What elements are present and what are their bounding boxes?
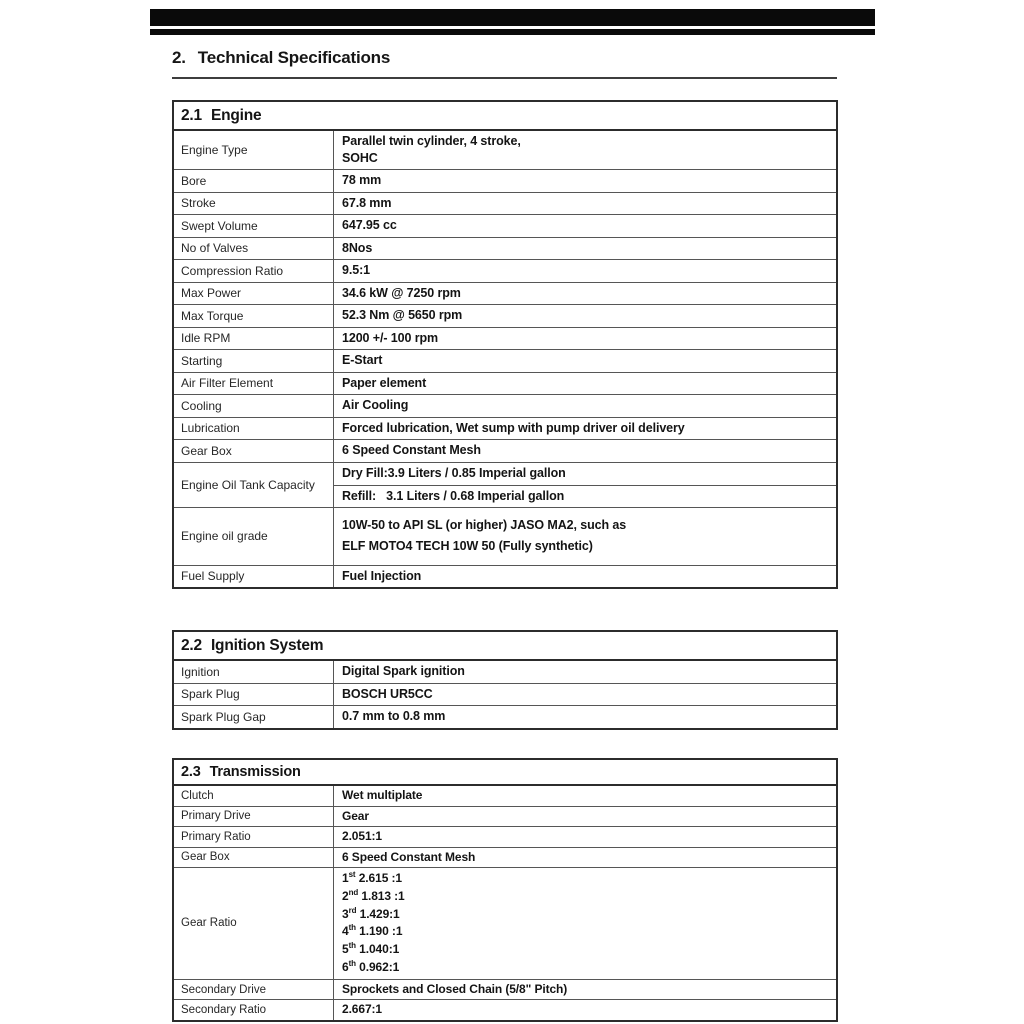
row-value bbox=[334, 980, 836, 1000]
gear-ratio-line bbox=[342, 888, 830, 906]
table-row bbox=[174, 439, 836, 462]
row-value bbox=[334, 131, 836, 169]
row-value bbox=[334, 260, 836, 282]
row-label: Engine Type bbox=[174, 131, 334, 169]
table-row bbox=[174, 259, 836, 282]
table-row bbox=[174, 565, 836, 588]
value-line: 6 Speed Constant Mesh bbox=[342, 849, 476, 864]
ordinal-base: 4 bbox=[342, 924, 349, 939]
value-line: E-Start bbox=[342, 353, 383, 368]
table-row bbox=[174, 372, 836, 395]
top-bar-thick bbox=[150, 9, 875, 26]
table-row bbox=[174, 806, 836, 827]
row-value bbox=[334, 661, 836, 683]
value-line: Dry Fill:3.9 Liters / 0.85 Imperial gallon bbox=[342, 466, 566, 480]
value-line: 10W-50 to API SL (or higher) JASO MA2, such as bbox=[342, 518, 627, 532]
value-line: Refill: 3.1 Liters / 0.68 Imperial gallon bbox=[342, 488, 565, 503]
gear-ratio-line bbox=[342, 959, 830, 977]
row-label: Swept Volume bbox=[174, 215, 334, 237]
section-title-text: Technical Specifications bbox=[197, 48, 391, 67]
ordinal-base: 5 bbox=[342, 942, 349, 957]
value-line: 9.5:1 bbox=[342, 263, 370, 278]
row-label: Primary Ratio bbox=[174, 827, 334, 847]
value-line: Forced lubrication, Wet sump with pump driver oil delivery bbox=[342, 420, 685, 435]
table-row bbox=[174, 214, 836, 237]
ordinal-suffix: st bbox=[348, 870, 356, 879]
ordinal-base: 3 bbox=[342, 906, 349, 921]
value-line: 2.667:1 bbox=[342, 1002, 382, 1017]
section-heading bbox=[172, 48, 837, 79]
row-label: Gear Box bbox=[174, 848, 334, 868]
gear-ratio-line bbox=[342, 870, 830, 888]
row-label: Cooling bbox=[174, 395, 334, 417]
table-title-text: Ignition System bbox=[210, 637, 324, 654]
ratio-value: 2.615 :1 bbox=[355, 871, 402, 885]
row-value bbox=[334, 684, 836, 706]
value-line: 78 mm bbox=[342, 173, 382, 188]
row-label: Spark Plug Gap bbox=[174, 706, 334, 728]
value-line: 647.95 cc bbox=[342, 218, 397, 233]
row-value-subrow bbox=[334, 485, 836, 507]
row-label: Starting bbox=[174, 350, 334, 372]
value-line: Sprockets and Closed Chain (5/8" Pitch) bbox=[342, 981, 568, 996]
value-line: 6 Speed Constant Mesh bbox=[342, 443, 481, 458]
table-title bbox=[174, 632, 836, 661]
value-line: 1200 +/- 100 rpm bbox=[342, 330, 439, 345]
table-row bbox=[174, 999, 836, 1020]
table-row bbox=[174, 826, 836, 847]
table-row bbox=[174, 417, 836, 440]
table-row bbox=[174, 349, 836, 372]
table-row bbox=[174, 786, 836, 806]
ratio-value: 1.040:1 bbox=[355, 942, 400, 957]
table-row bbox=[174, 169, 836, 192]
table-row bbox=[174, 979, 836, 1000]
table-row bbox=[174, 683, 836, 706]
spec-table-transmission bbox=[172, 758, 838, 1022]
value-line: 34.6 kW @ 7250 rpm bbox=[342, 285, 461, 300]
row-value bbox=[334, 418, 836, 440]
ordinal-suffix: rd bbox=[348, 905, 357, 915]
row-value bbox=[334, 868, 836, 979]
row-label: Clutch bbox=[174, 786, 334, 806]
value-line: Paper element bbox=[342, 375, 427, 390]
section-number: 2. bbox=[172, 48, 186, 67]
spec-table-engine bbox=[172, 100, 838, 589]
value-line: Gear bbox=[342, 808, 369, 823]
table-row bbox=[174, 661, 836, 683]
value-line: 0.7 mm to 0.8 mm bbox=[342, 709, 446, 724]
row-label: Bore bbox=[174, 170, 334, 192]
ordinal-base: 6 bbox=[342, 959, 349, 974]
row-value bbox=[334, 786, 836, 806]
value-line: 67.8 mm bbox=[342, 195, 392, 210]
table-row bbox=[174, 394, 836, 417]
row-label: Stroke bbox=[174, 193, 334, 215]
table-row bbox=[174, 131, 836, 169]
row-value bbox=[334, 566, 836, 588]
row-label: Lubrication bbox=[174, 418, 334, 440]
row-value bbox=[334, 463, 836, 507]
table-number: 2.3 bbox=[181, 764, 201, 780]
row-label: No of Valves bbox=[174, 238, 334, 260]
ratio-value: 0.962:1 bbox=[355, 959, 400, 974]
ratio-value: 1.429:1 bbox=[356, 906, 400, 921]
value-line: SOHC bbox=[342, 151, 378, 165]
value-line: 8Nos bbox=[342, 240, 373, 255]
table-row bbox=[174, 237, 836, 260]
value-line: Air Cooling bbox=[342, 398, 409, 413]
value-line: 52.3 Nm @ 5650 rpm bbox=[342, 308, 463, 323]
row-value bbox=[334, 807, 836, 827]
row-value bbox=[334, 328, 836, 350]
spec-table-ignition bbox=[172, 630, 838, 730]
row-value bbox=[334, 440, 836, 462]
row-label: Fuel Supply bbox=[174, 566, 334, 588]
row-value bbox=[334, 215, 836, 237]
ordinal-suffix: th bbox=[348, 923, 356, 933]
row-value bbox=[334, 827, 836, 847]
value-line: Fuel Injection bbox=[342, 568, 422, 583]
value-line: Digital Spark ignition bbox=[342, 664, 465, 679]
row-value bbox=[334, 848, 836, 868]
row-value bbox=[334, 508, 836, 565]
row-label: Primary Drive bbox=[174, 807, 334, 827]
ordinal-base: 1 bbox=[342, 871, 349, 885]
table-row bbox=[174, 327, 836, 350]
row-value bbox=[334, 706, 836, 728]
table-number: 2.1 bbox=[181, 107, 202, 124]
table-row bbox=[174, 304, 836, 327]
row-value bbox=[334, 1000, 836, 1020]
row-value bbox=[334, 395, 836, 417]
table-row bbox=[174, 462, 836, 507]
table-row bbox=[174, 847, 836, 868]
table-number: 2.2 bbox=[181, 637, 202, 654]
row-label: Gear Ratio bbox=[174, 868, 334, 979]
ordinal-base: 2 bbox=[342, 888, 349, 903]
top-bar-thin bbox=[150, 29, 875, 35]
row-label: Max Power bbox=[174, 283, 334, 305]
gear-ratio-line bbox=[342, 941, 830, 959]
ratio-value: 1.190 :1 bbox=[355, 924, 403, 939]
row-label: Compression Ratio bbox=[174, 260, 334, 282]
table-title-text: Transmission bbox=[209, 764, 301, 780]
value-line: ELF MOTO4 TECH 10W 50 (Fully synthetic) bbox=[342, 539, 593, 553]
table-row bbox=[174, 867, 836, 979]
row-label: Air Filter Element bbox=[174, 373, 334, 395]
ordinal-suffix: th bbox=[348, 941, 356, 951]
row-value bbox=[334, 283, 836, 305]
row-label: Secondary Drive bbox=[174, 980, 334, 1000]
row-value bbox=[334, 350, 836, 372]
row-label: Gear Box bbox=[174, 440, 334, 462]
row-label: Spark Plug bbox=[174, 684, 334, 706]
row-label: Engine oil grade bbox=[174, 508, 334, 565]
row-value-subrow bbox=[334, 463, 836, 485]
table-title bbox=[174, 102, 836, 131]
row-label: Secondary Ratio bbox=[174, 1000, 334, 1020]
value-line: 2.051:1 bbox=[342, 829, 382, 843]
value-line: Parallel twin cylinder, 4 stroke, bbox=[342, 134, 521, 148]
ordinal-suffix: th bbox=[348, 958, 356, 968]
gear-ratio-line bbox=[342, 923, 830, 941]
row-value bbox=[334, 373, 836, 395]
table-title-text: Engine bbox=[210, 107, 262, 124]
row-value bbox=[334, 170, 836, 192]
ratio-value: 1.813 :1 bbox=[358, 888, 405, 903]
table-row bbox=[174, 705, 836, 728]
table-row bbox=[174, 282, 836, 305]
row-label: Engine Oil Tank Capacity bbox=[174, 463, 334, 507]
table-title bbox=[174, 760, 836, 786]
value-line: Wet multiplate bbox=[342, 788, 423, 802]
value-line: BOSCH UR5CC bbox=[342, 686, 433, 701]
ordinal-suffix: nd bbox=[348, 887, 359, 897]
row-value bbox=[334, 193, 836, 215]
row-value bbox=[334, 238, 836, 260]
gear-ratio-line bbox=[342, 906, 830, 924]
table-row bbox=[174, 507, 836, 565]
row-label: Ignition bbox=[174, 661, 334, 683]
row-label: Max Torque bbox=[174, 305, 334, 327]
row-value bbox=[334, 305, 836, 327]
table-row bbox=[174, 192, 836, 215]
row-label: Idle RPM bbox=[174, 328, 334, 350]
